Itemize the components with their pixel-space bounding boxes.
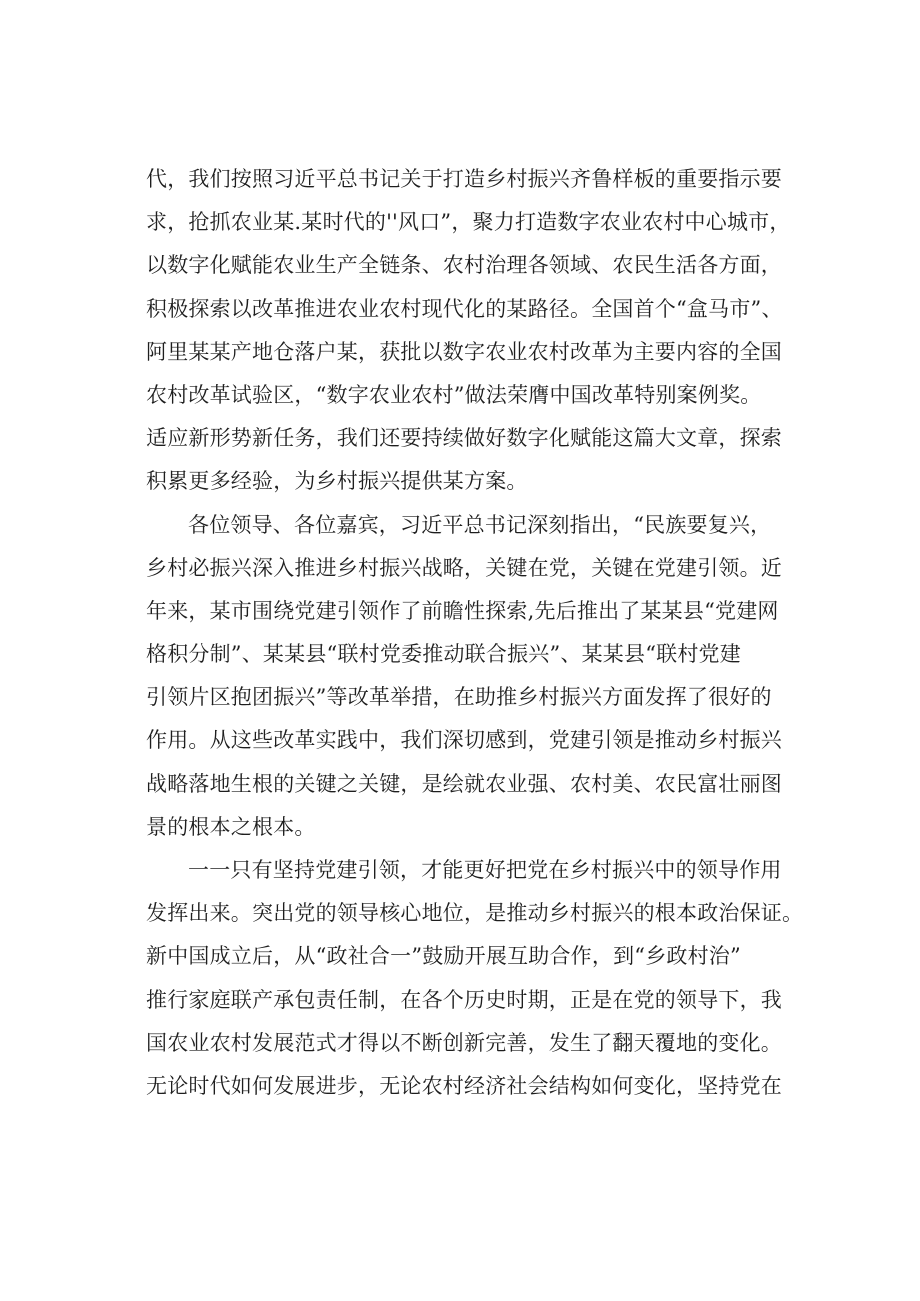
text-line: 新中国成立后，从“政社合一”鼓励开展互助合作，到“乡政村治” <box>146 944 741 969</box>
body-text <box>146 158 806 1108</box>
text-line: 景的根本之根本。 <box>146 814 316 839</box>
text-line: 积累更多经验，为乡村振兴提供某方案。 <box>146 469 528 494</box>
text-line: 积极探索以改革推进农业农村现代化的某路径。全国首个“盒马市”、 <box>146 296 783 321</box>
text-line: 乡村必振兴深入推进乡村振兴战略，关键在党，关键在党建引领。近 <box>146 555 782 580</box>
text-line: 格积分制”、某某县“联村党委推动联合振兴”、某某县“联村党建 <box>146 642 741 667</box>
text-line: 适应新形势新任务，我们还要持续做好数字化赋能这篇大文章，探索 <box>146 426 782 451</box>
text-line: 发挥出来。突出党的领导核心地位，是推动乡村振兴的根本政治保证。 <box>146 901 804 926</box>
text-line: 年来，某市围绕党建引领作了前瞻性探索,先后推出了某某县“党建网 <box>146 598 779 623</box>
text-line: 战略落地生根的关键之关键，是绘就农业强、农村美、农民富壮丽图 <box>146 771 782 796</box>
paragraph-first-line: 一一只有坚持党建引领，才能更好把党在乡村振兴中的领导作用 <box>188 858 782 882</box>
text-line: 阿里某某产地仓落户某，获批以数字农业农村改革为主要内容的全国 <box>146 339 782 364</box>
text-line: 作用。从这些改革实践中，我们深切感到，党建引领是推动乡村振兴 <box>146 728 782 753</box>
text-line: 国农业农村发展范式才得以不断创新完善，发生了翻天覆地的变化。 <box>146 1030 782 1055</box>
text-line: 以数字化赋能农业生产全链条、农村治理各领域、农民生活各方面， <box>146 253 782 278</box>
text-line: 推行家庭联产承包责任制，在各个历史时期，正是在党的领导下，我 <box>146 987 782 1012</box>
text-line: 求，抢抓农业某.某时代的''风口”，聚力打造数字农业农村中心城市， <box>146 210 791 235</box>
paragraph-first-line: 各位领导、各位嘉宾，习近平总书记深刻指出，“民族要复兴， <box>188 512 772 537</box>
text-line: 代，我们按照习近平总书记关于打造乡村振兴齐鲁样板的重要指示要 <box>146 167 782 191</box>
text-line: 无论时代如何发展进步，无论农村经济社会结构如何变化，坚持党在 <box>146 1073 782 1098</box>
text-line: 引领片区抱团振兴”等改革举措，在助推乡村振兴方面发挥了很好的 <box>146 685 772 710</box>
text-line: 农村改革试验区，“数字农业农村”做法荣膺中国改革特别案例奖。 <box>146 382 762 407</box>
